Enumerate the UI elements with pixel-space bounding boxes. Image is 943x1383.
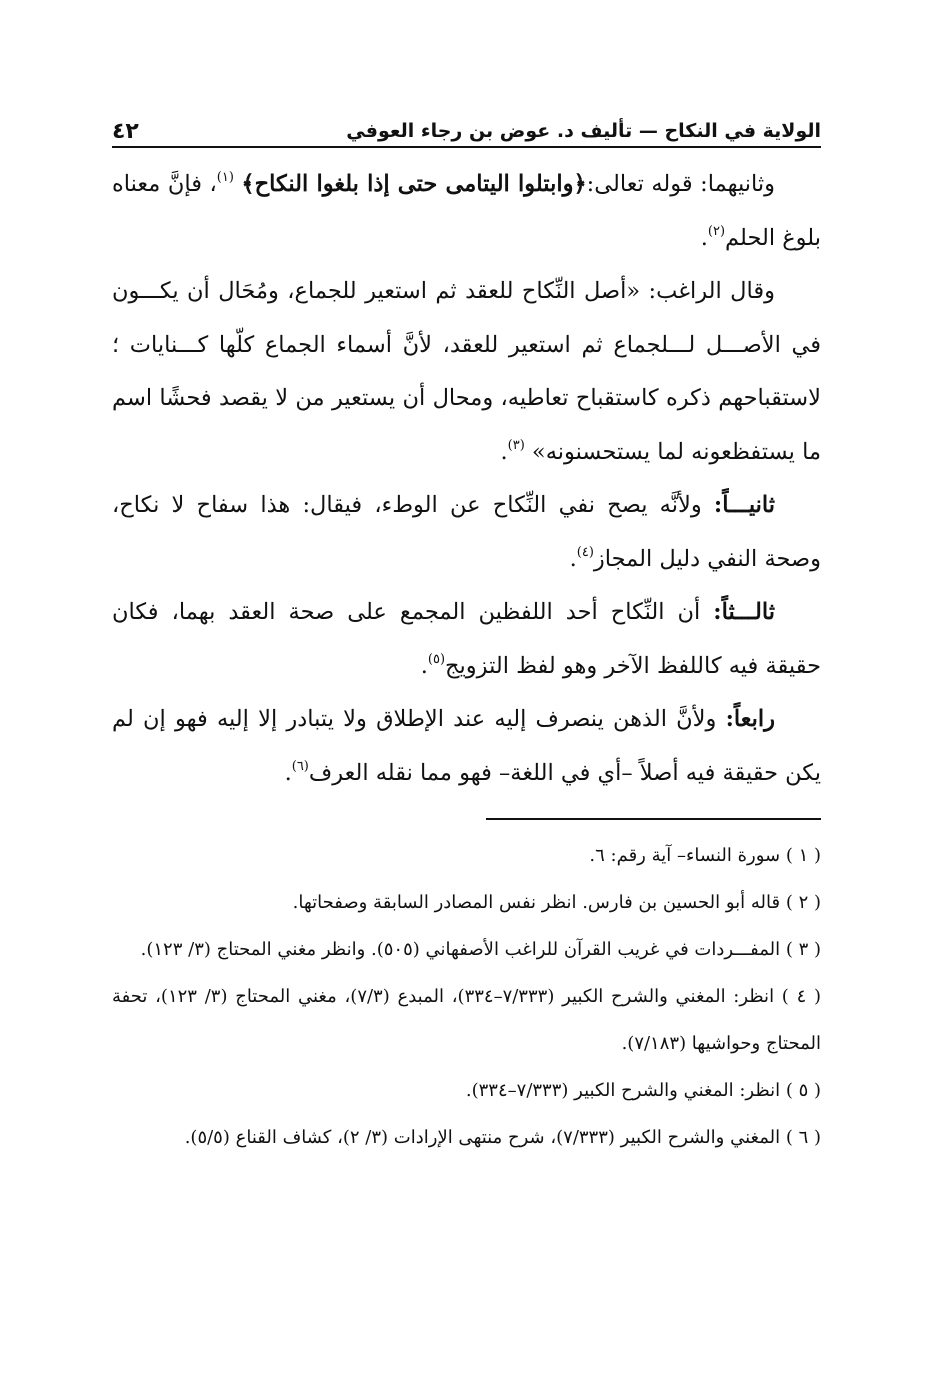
point-label-second: ثانيـــاً: xyxy=(713,492,775,518)
footnote-ref-4: (٤) xyxy=(576,544,594,560)
footnote-4: ( ٤ ) انظر: المغني والشرح الكبير (٧/٣٣٣–٣٣٤)، المبدع (٧/٣)، مغني المحتاج (٣/ ١٢٣)، تحفة المحتاج وحواشيها (٧/١٨٣). xyxy=(112,986,821,1054)
footnote-5: ( ٥ ) انظر: المغني والشرح الكبير (٧/٣٣٣–٣٣٤). xyxy=(465,1080,821,1101)
paragraph-2 xyxy=(112,265,821,479)
footnote-ref-6: (٦) xyxy=(291,758,309,774)
paragraph-5-end: . xyxy=(284,759,292,786)
quran-verse: ﴿وابتلوا اليتامى حتى إذا بلغوا النكاح﴾ xyxy=(241,171,587,197)
paragraph-3-text: ولأنَّه يصح نفي النِّكاح عن الوطء، فيقال: هذا سفاح لا نكاح، وصحة النفي دليل المجاز xyxy=(112,492,821,572)
paragraph-4-end: . xyxy=(420,652,428,679)
paragraph-2-end: . xyxy=(500,438,508,465)
paragraph-1-end: . xyxy=(700,224,708,251)
paragraph-1 xyxy=(112,158,821,265)
main-text xyxy=(112,158,821,800)
point-label-fourth: رابعاً: xyxy=(725,706,775,732)
paragraph-1-lead: وثانيهما: قوله تعالى: xyxy=(586,171,775,197)
paragraph-1-tail: ، فإنَّ معناه بلوغ الحلم xyxy=(112,171,821,251)
paragraph-3-end: . xyxy=(569,545,577,572)
page-number: ٤٢ xyxy=(112,119,139,144)
point-label-third: ثالـــثاً: xyxy=(713,599,775,625)
footnote-ref-5: (٥) xyxy=(427,651,446,667)
paragraph-4-text: أن النِّكاح أحد اللفظين المجمع على صحة العقد بهما، فكان حقيقة فيه كاللفظ الآخر وهو لفظ التزويج xyxy=(112,599,821,679)
footnote-ref-3: (٣) xyxy=(507,437,525,453)
footnote-ref-1: (١) xyxy=(216,170,234,185)
paragraph-3 xyxy=(112,479,821,586)
footnote-divider xyxy=(486,818,821,820)
footnote-ref-2: (٢) xyxy=(707,223,726,239)
running-header xyxy=(112,106,821,148)
footnote-3: ( ٣ ) المفـــردات في غريب القرآن للراغب الأصفهاني (٥٠٥). وانظر مغني المحتاج (٣/ ١٢٣). xyxy=(140,939,821,960)
paragraph-5 xyxy=(112,693,821,800)
paragraph-2-text: وقال الراغب: «أصل النِّكاح للعقد ثم استعير للجماع، ومُحَال أن يكـــون في الأصـــل لـــلجماع ثم استعير للعقد، لأنَّ أسماء الجماع كلّها كـــنايات ؛لاستقباحهم ذكره كاستقباح تعاطيه، ومحال أن يستعير من لا يقصد فحشًا اسم ما يستفظعونه لما يستحسنونه» xyxy=(112,278,821,465)
footnote-2: ( ٢ ) قاله أبو الحسين بن فارس. انظر نفس المصادر السابقة وصفحاتها. xyxy=(292,892,821,913)
footnotes xyxy=(112,832,821,1161)
running-title: الولاية في النكاح — تأليف د. عوض بن رجاء العوفي xyxy=(346,120,821,142)
paragraph-5-text: ولأنَّ الذهن ينصرف إليه عند الإطلاق ولا يتبادر إلا إليه فهو إن لم يكن حقيقة فيه أصلاً –أي في اللغة– فهو مما نقله العرف xyxy=(112,706,821,786)
footnote-1: ( ١ ) سورة النساء– آية رقم: ٦. xyxy=(589,845,821,866)
paragraph-4 xyxy=(112,586,821,693)
footnote-6: ( ٦ ) المغني والشرح الكبير (٧/٣٣٣)، شرح منتهى الإرادات (٣/ ٢)، كشاف القناع (٥/٥). xyxy=(184,1127,821,1148)
